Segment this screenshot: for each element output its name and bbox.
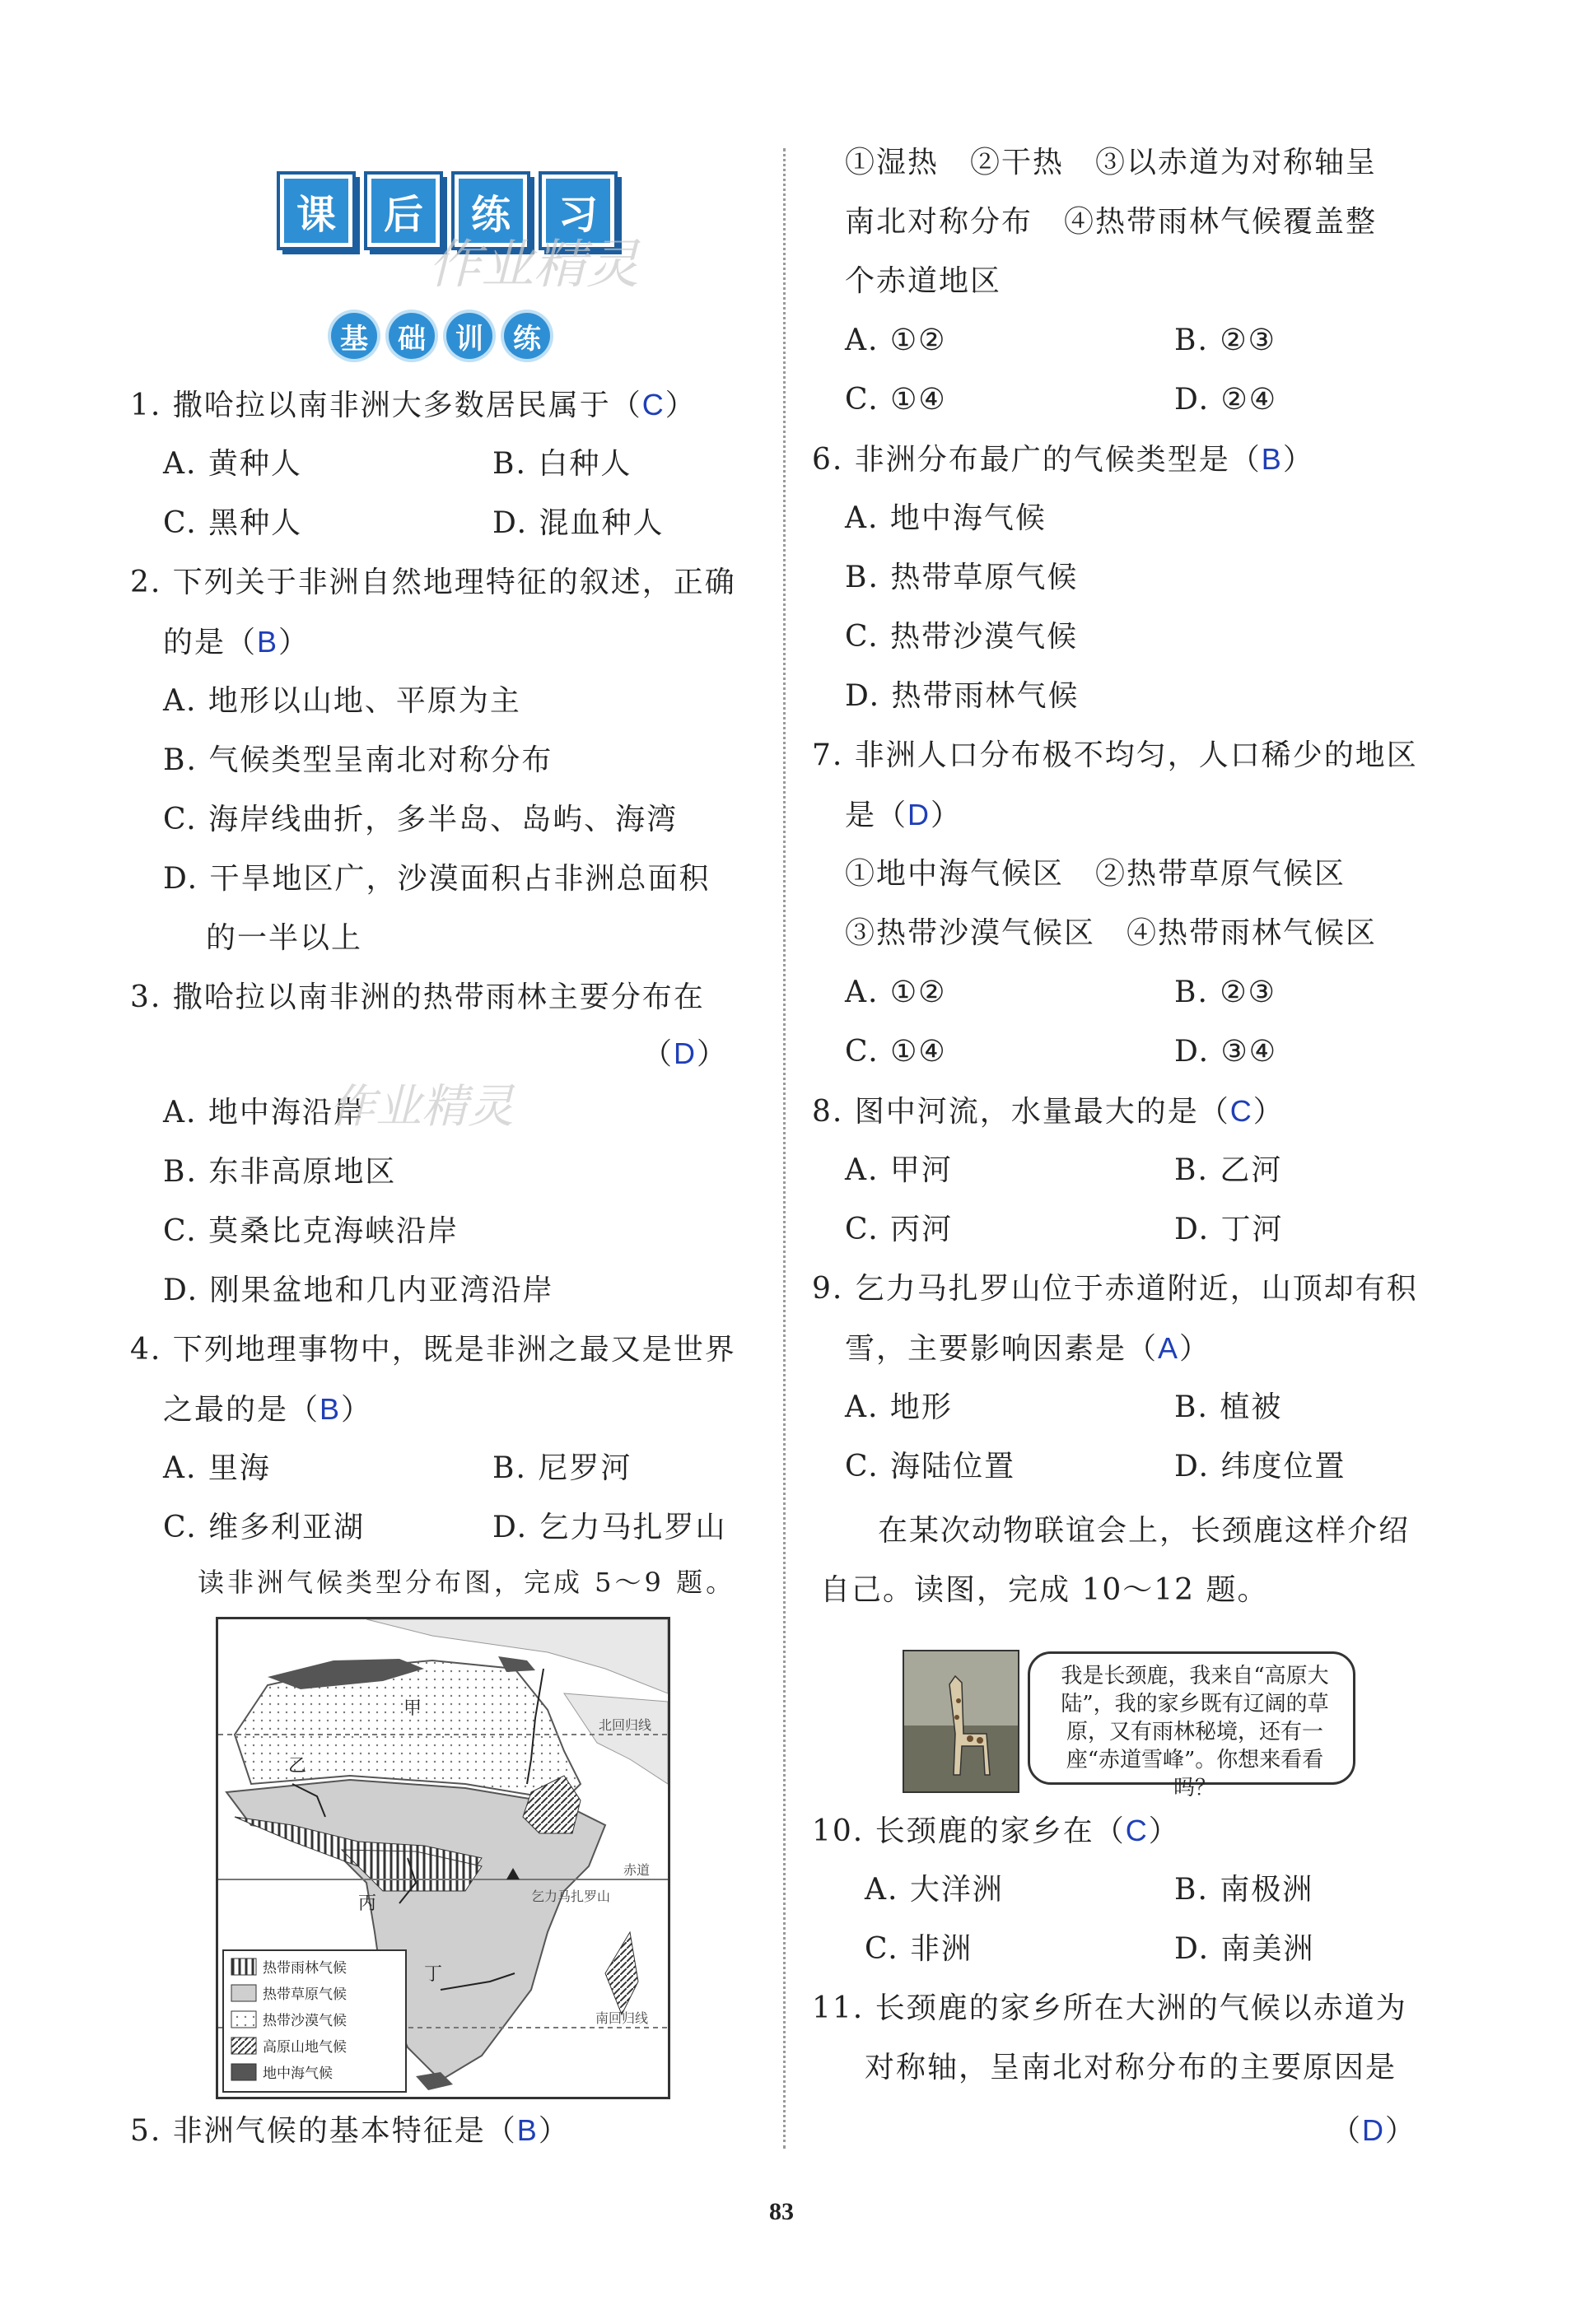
q7-statement-1: ①地中海气候区 ②热带草原气候区 xyxy=(845,857,1346,891)
q9-option-a: A. 地形 xyxy=(845,1390,953,1424)
legend-swatch-rainforest xyxy=(231,1958,256,1975)
q2-option-b: B. 气候类型呈南北对称分布 xyxy=(163,743,553,777)
q11-answer-line: （D） xyxy=(1331,2113,1417,2148)
q3-option-c: C. 莫桑比克海峡沿岸 xyxy=(163,1214,459,1248)
q3-answer: D xyxy=(674,1036,697,1070)
q8-option-d: D. 丁河 xyxy=(1174,1213,1284,1246)
q3-stem: 3. 撒哈拉以南非洲的热带雨林主要分布在 xyxy=(130,980,705,1014)
watermark-2: 作业精灵 xyxy=(329,1080,514,1134)
label-equator: 赤道 xyxy=(623,1862,651,1878)
subsection-title xyxy=(331,313,550,359)
q5-statement-2: 南北对称分布 ④热带雨林气候覆盖整 xyxy=(845,205,1378,239)
q9-stem-2: 雪，主要影响因素是（A） xyxy=(845,1331,1211,1366)
label-tropic-south: 南回归线 xyxy=(595,2010,649,2026)
q7-stem-1: 7. 非洲人口分布极不均匀，人口稀少的地区 xyxy=(812,738,1418,772)
legend-rainforest: 热带雨林气候 xyxy=(263,1960,347,1977)
q9-option-c: C. 海陆位置 xyxy=(845,1450,1016,1483)
q10-option-d: D. 南美洲 xyxy=(1174,1932,1315,1966)
sub-char-3: 训 xyxy=(446,313,492,359)
q6-answer: B xyxy=(1261,442,1283,476)
q1-stem: 1. 撒哈拉以南非洲大多数居民属于（C） xyxy=(130,388,697,422)
q7-option-c: C. ①④ xyxy=(845,1035,947,1069)
page-number: 83 xyxy=(769,2198,794,2225)
q1-option-b: B. 白种人 xyxy=(492,447,632,481)
q4-stem-1: 4. 下列地理事物中，既是非洲之最又是世界 xyxy=(130,1333,736,1367)
madagascar-east xyxy=(605,1932,638,2014)
map-caption: 读非洲气候类型分布图，完成 5～9 题。 xyxy=(198,1567,736,1598)
column-divider xyxy=(783,148,786,2149)
speech-bubble-text: 我是长颈鹿，我来自“高原大陆”，我的家乡既有辽阔的草原，又有雨林秘境，还有一座“赤道雪峰”。你想来看看吗？ xyxy=(1061,1664,1329,1800)
legend-swatch-desert xyxy=(231,2011,256,2028)
q8-answer: C xyxy=(1229,1094,1253,1128)
q6-option-b: B. 热带草原气候 xyxy=(845,561,1079,594)
watermark: 作业精灵 xyxy=(428,235,639,296)
q7-option-b: B. ②③ xyxy=(1174,976,1276,1009)
q2-option-d-2: 的一半以上 xyxy=(206,921,363,955)
q5-answer: B xyxy=(516,2113,539,2147)
q3-option-b: B. 东非高原地区 xyxy=(163,1155,397,1189)
q7-option-d: D. ③④ xyxy=(1174,1035,1278,1069)
q4-stem-2: 之最的是（B） xyxy=(163,1392,373,1427)
sub-char-1: 基 xyxy=(331,313,377,359)
q6-option-a: A. 地中海气候 xyxy=(845,501,1047,535)
q10-answer: C xyxy=(1125,1814,1149,1847)
label-tropic-north: 北回归线 xyxy=(599,1717,652,1733)
q1-answer: C xyxy=(641,388,665,421)
q4-option-d: D. 乞力马扎罗山 xyxy=(492,1511,727,1544)
title-char-3: 练 xyxy=(455,175,527,247)
q3-option-d: D. 刚果盆地和几内亚湾沿岸 xyxy=(163,1274,554,1307)
q2-option-c: C. 海岸线曲折，多半岛、岛屿、海湾 xyxy=(163,803,679,836)
q8-stem: 8. 图中河流，水量最大的是（C） xyxy=(812,1094,1285,1129)
legend-swatch-plateau xyxy=(231,2038,256,2054)
q2-answer: B xyxy=(257,625,279,659)
legend-swatch-savanna xyxy=(231,1985,256,2001)
q8-option-c: C. 丙河 xyxy=(845,1213,954,1246)
legend-mediterranean: 地中海气候 xyxy=(263,2066,333,2082)
q10-option-c: C. 非洲 xyxy=(865,1932,973,1966)
q8-option-b: B. 乙河 xyxy=(1174,1153,1283,1187)
q7-stem-2: 是（D） xyxy=(845,798,963,832)
q11-stem-1: 11. 长颈鹿的家乡所在大洲的气候以赤道为 xyxy=(812,1991,1407,2025)
q2-stem-2: 的是（B） xyxy=(163,625,310,659)
q1-option-c: C. 黑种人 xyxy=(163,506,303,540)
q11-answer: D xyxy=(1362,2113,1386,2147)
label-bing: 丙 xyxy=(358,1893,377,1914)
q5-option-b: B. ②③ xyxy=(1174,324,1276,357)
q5-option-a: A. ①② xyxy=(845,324,947,357)
q4-option-b: B. 尼罗河 xyxy=(492,1451,632,1485)
q11-stem-2: 对称轴，呈南北对称分布的主要原因是 xyxy=(865,2051,1397,2084)
label-ding: 丁 xyxy=(424,1964,443,1985)
q10-stem: 10. 长颈鹿的家乡在（C） xyxy=(812,1814,1180,1848)
q7-answer: D xyxy=(907,798,931,831)
africa-climate-map xyxy=(216,1617,670,2099)
q6-option-d: D. 热带雨林气候 xyxy=(845,679,1080,713)
legend-savanna: 热带草原气候 xyxy=(263,1986,347,2003)
speech-bubble xyxy=(1028,1651,1355,1800)
legend-swatch-mediterranean xyxy=(231,2064,256,2080)
q9-answer: A xyxy=(1158,1331,1180,1365)
q7-statement-2: ③热带沙漠气候区 ④热带雨林气候区 xyxy=(845,916,1378,950)
legend-desert: 热带沙漠气候 xyxy=(263,2013,347,2029)
label-yi: 乙 xyxy=(288,1756,307,1777)
giraffe-svg xyxy=(904,1651,1018,1791)
q4-option-c: C. 维多利亚湖 xyxy=(163,1511,366,1544)
q5-option-c: C. ①④ xyxy=(845,383,947,417)
q9-stem-1: 9. 乞力马扎罗山位于赤道附近，山顶却有积 xyxy=(812,1272,1418,1306)
title-char-1: 课 xyxy=(280,175,352,247)
q3-answer-line: （D） xyxy=(642,1036,729,1071)
legend-plateau: 高原山地气候 xyxy=(263,2039,347,2056)
q5-option-d: D. ②④ xyxy=(1174,383,1278,417)
title-char-4: 习 xyxy=(542,175,614,247)
sub-char-2: 础 xyxy=(389,313,435,359)
arabia-shape xyxy=(564,1693,668,1784)
q9-option-b: B. 植被 xyxy=(1174,1390,1283,1424)
title-char-2: 后 xyxy=(367,175,440,247)
q3-option-a: A. 地中海沿岸 xyxy=(163,1096,365,1129)
q7-option-a: A. ①② xyxy=(845,976,947,1009)
q1-option-d: D. 混血种人 xyxy=(492,506,665,540)
label-jia: 甲 xyxy=(403,1698,422,1719)
q5-statement-1: ①湿热 ②干热 ③以赤道为对称轴呈 xyxy=(845,146,1378,179)
q1-option-a: A. 黄种人 xyxy=(163,447,302,481)
q9-option-d: D. 纬度位置 xyxy=(1174,1450,1346,1483)
giraffe-photo xyxy=(903,1650,1019,1793)
q8-option-a: A. 甲河 xyxy=(845,1153,953,1187)
q10-option-b: B. 南极洲 xyxy=(1174,1873,1314,1907)
q2-option-d-1: D. 干旱地区广，沙漠面积占非洲总面积 xyxy=(163,862,711,896)
q4-answer: B xyxy=(320,1392,342,1426)
q2-stem-1: 2. 下列关于非洲自然地理特征的叙述，正确 xyxy=(130,566,736,599)
giraffe-intro-1: 在某次动物联谊会上，长颈鹿这样介绍 xyxy=(878,1514,1411,1548)
q6-option-c: C. 热带沙漠气候 xyxy=(845,620,1079,654)
giraffe-intro-2: 自己。读图，完成 10～12 题。 xyxy=(820,1573,1269,1607)
label-kilimanjaro: 乞力马扎罗山 xyxy=(531,1889,611,1904)
q6-stem: 6. 非洲分布最广的气候类型是（B） xyxy=(812,442,1314,477)
q5-statement-3: 个赤道地区 xyxy=(845,264,1002,298)
q10-option-a: A. 大洋洲 xyxy=(865,1873,1004,1907)
map-svg xyxy=(218,1619,668,2097)
q2-option-a: A. 地形以山地、平原为主 xyxy=(163,684,521,718)
sub-char-4: 练 xyxy=(504,313,550,359)
giraffe-illustration xyxy=(903,1650,1357,1800)
q5-stem: 5. 非洲气候的基本特征是（B） xyxy=(130,2113,570,2148)
q4-option-a: A. 里海 xyxy=(163,1451,271,1485)
